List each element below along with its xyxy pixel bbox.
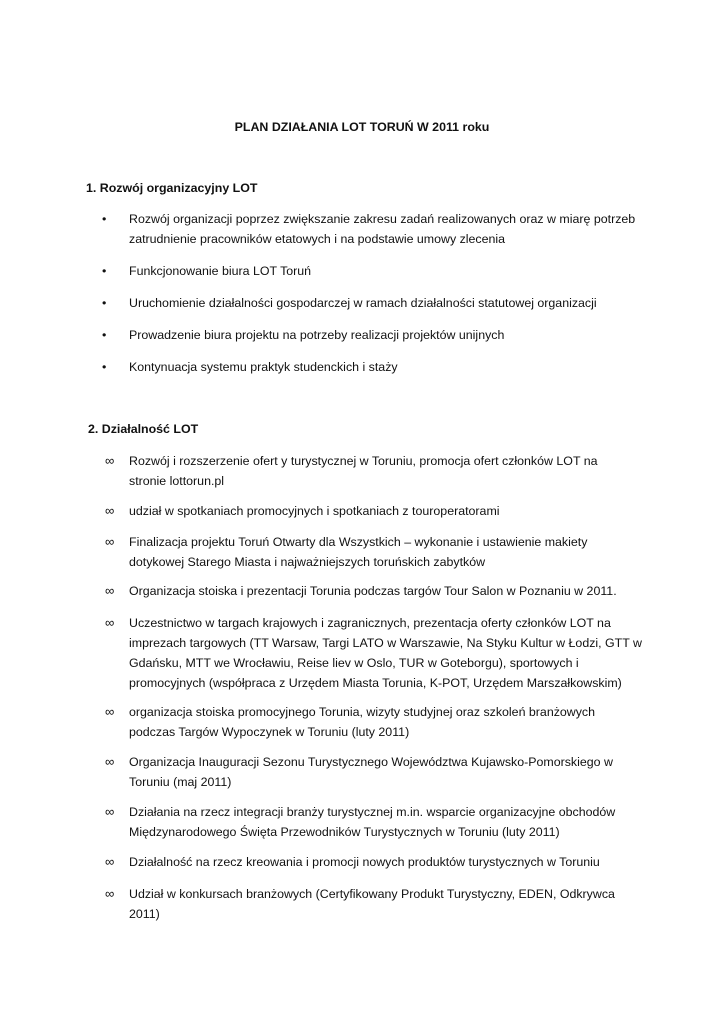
section-1-heading: 1. Rozwój organizacyjny LOT <box>86 181 258 195</box>
list-item-line: Finalizacja projektu Toruń Otwarty dla Wszystkich – wykonanie i ustawienie makiety <box>129 535 588 549</box>
list-item-line: Działalność na rzecz kreowania i promocji nowych produktów turystycznych w Toruniu <box>129 855 600 869</box>
list-item-line: podczas Targów Wypoczynek w Toruniu (luty 2011) <box>129 725 410 739</box>
infinity-bullet-icon: ∞ <box>105 503 115 518</box>
bullet-icon: • <box>102 296 107 310</box>
infinity-bullet-icon: ∞ <box>105 615 115 630</box>
list-item-line: Międzynarodowego Święta Przewodników Turystycznych w Toruniu (luty 2011) <box>129 825 560 839</box>
list-item-line: Toruniu (maj 2011) <box>129 775 232 789</box>
list-item-line: promocyjnych (współpraca z Urzędem Miasta Torunia, K-POT, Urzędem Marszałkowskim) <box>129 676 622 690</box>
infinity-bullet-icon: ∞ <box>105 854 115 869</box>
list-item-line: zatrudnienie pracowników etatowych i na podstawie umowy zlecenia <box>129 232 506 246</box>
list-item-line: Funkcjonowanie biura LOT Toruń <box>129 264 312 278</box>
list-item-line: Działania na rzecz integracji branży turystycznej m.in. wsparcie organizacyjne obchodów <box>129 805 616 819</box>
infinity-bullet-icon: ∞ <box>105 583 115 598</box>
list-item-line: Kontynuacja systemu praktyk studenckich i staży <box>129 360 398 374</box>
list-item-line: Uruchomienie działalności gospodarczej w ramach działalności statutowej organizacji <box>129 296 597 310</box>
infinity-bullet-icon: ∞ <box>105 886 115 901</box>
section-2-heading: 2. Działalność LOT <box>88 422 199 436</box>
infinity-bullet-icon: ∞ <box>105 453 115 468</box>
infinity-bullet-icon: ∞ <box>105 534 115 549</box>
list-item-line: Prowadzenie biura projektu na potrzeby realizacji projektów unijnych <box>129 328 505 342</box>
bullet-icon: • <box>102 360 107 374</box>
bullet-icon: • <box>102 212 107 226</box>
list-item-line: imprezach targowych (TT Warsaw, Targi LATO w Warszawie, Na Styku Kultur w Łodzi, GTT w <box>129 636 642 650</box>
infinity-bullet-icon: ∞ <box>105 754 115 769</box>
infinity-bullet-icon: ∞ <box>105 804 115 819</box>
list-item-line: stronie lottorun.pl <box>129 474 225 488</box>
list-item-line: organizacja stoiska promocyjnego Torunia, wizyty studyjnej oraz szkoleń branżowych <box>129 705 596 719</box>
list-item-line: 2011) <box>129 907 160 921</box>
infinity-bullet-icon: ∞ <box>105 704 115 719</box>
list-item-line: Organizacja stoiska i prezentacji Torunia podczas targów Tour Salon w Poznaniu w 2011. <box>129 584 617 598</box>
list-item-line: Rozwój organizacji poprzez zwiększanie zakresu zadań realizowanych oraz w miarę potrzeb <box>129 212 636 226</box>
list-item-line: udział w spotkaniach promocyjnych i spotkaniach z touroperatorami <box>129 504 500 518</box>
document-title: PLAN DZIAŁANIA LOT TORUŃ W 2011 roku <box>234 120 490 134</box>
list-item-line: dotykowej Starego Miasta i najważniejszych toruńskich zabytków <box>129 555 486 569</box>
bullet-icon: • <box>102 264 107 278</box>
list-item-line: Gdańsku, MTT we Wrocławiu, Reise liev w Oslo, TUR w Goteborgu), sportowych i <box>129 656 579 670</box>
bullet-icon: • <box>102 328 107 342</box>
list-item-line: Udział w konkursach branżowych (Certyfikowany Produkt Turystyczny, EDEN, Odkrywca <box>129 887 615 901</box>
list-item-line: Rozwój i rozszerzenie ofert y turystycznej w Toruniu, promocja ofert członków LOT na <box>129 454 598 468</box>
list-item-line: Uczestnictwo w targach krajowych i zagranicznych, prezentacja oferty członków LOT na <box>129 616 611 630</box>
list-item-line: Organizacja Inauguracji Sezonu Turystycznego Województwa Kujawsko-Pomorskiego w <box>129 755 613 769</box>
